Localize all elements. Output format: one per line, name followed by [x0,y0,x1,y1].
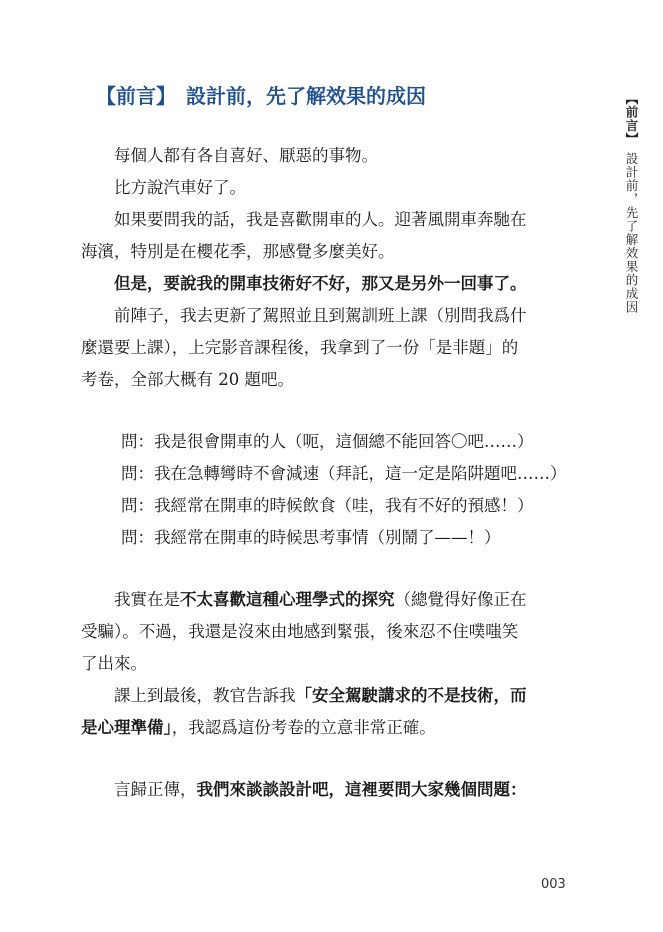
paragraph-continued: 受騙）。不過，我還是沒來由地感到緊張，後來忍不住噗嗤笑 [81,622,519,641]
question-item: 問：我經常在開車的時候飲食（哇，我有不好的預感！） [121,496,534,515]
text-run: ，我認爲這份考卷的立意非常正確。 [171,718,436,737]
running-header-bracket: 【前言】 [624,92,639,146]
page-number: 003 [541,877,566,892]
bold-text-run: 「安全駕駛講求的不是技術，而 [295,686,527,705]
paragraph: 如果要問我的話，我是喜歡開車的人。迎著風開車奔馳在 [114,210,527,229]
bold-text-run: 是心理準備」 [81,718,172,737]
bold-text-run: 不太喜歡這種心理學式的探究 [180,590,395,609]
body-text [81,140,567,806]
paragraph-continued: 考卷，全部大概有 20 題吧。 [81,370,294,389]
running-header [620,92,640,314]
question-item: 問：我經常在開車的時候思考事情（別鬧了——！） [121,528,501,547]
paragraph-continued: 海濱，特別是在櫻花季，那感覺多麼美好。 [81,242,395,261]
running-header-title: 設計前，先了解效果的成因 [624,152,639,314]
paragraph: 比方說汽車好了。 [114,178,246,197]
paragraph-continued: 麼還要上課），上完影音課程後，我拿到了一份「是非題」的 [81,338,519,357]
chapter-heading [96,80,426,109]
question-item: 問：我在急轉彎時不會減速（拜託，這一定是陷阱題吧……） [121,464,567,483]
text-run: 我實在是 [114,590,180,609]
paragraph [81,680,563,712]
text-run: 言歸正傳， [114,780,197,799]
paragraph: 每個人都有各自喜好、厭惡的事物。 [114,146,378,165]
question-item: 問：我是很會開車的人（呃，這個總不能回答〇吧……） [121,432,534,451]
text-run: 課上到最後，教官告訴我 [114,686,296,705]
paragraph: 前陣子，我去更新了駕照並且到駕訓班上課（別問我爲什 [114,306,527,325]
paragraph [81,774,563,806]
paragraph: 但是，要說我的開車技術好不好，那又是另外一回事了。 [114,274,527,293]
paragraph-continued [81,712,563,744]
chapter-bracket: 【前言】 [96,84,176,108]
text-run: （總覺得好像正在 [394,590,527,609]
paragraph [81,584,563,616]
paragraph-continued: 了出來。 [81,654,147,673]
bold-text-run: 我們來談談設計吧，這裡要問大家幾個問題： [196,780,527,799]
chapter-title: 設計前，先了解效果的成因 [186,84,426,108]
